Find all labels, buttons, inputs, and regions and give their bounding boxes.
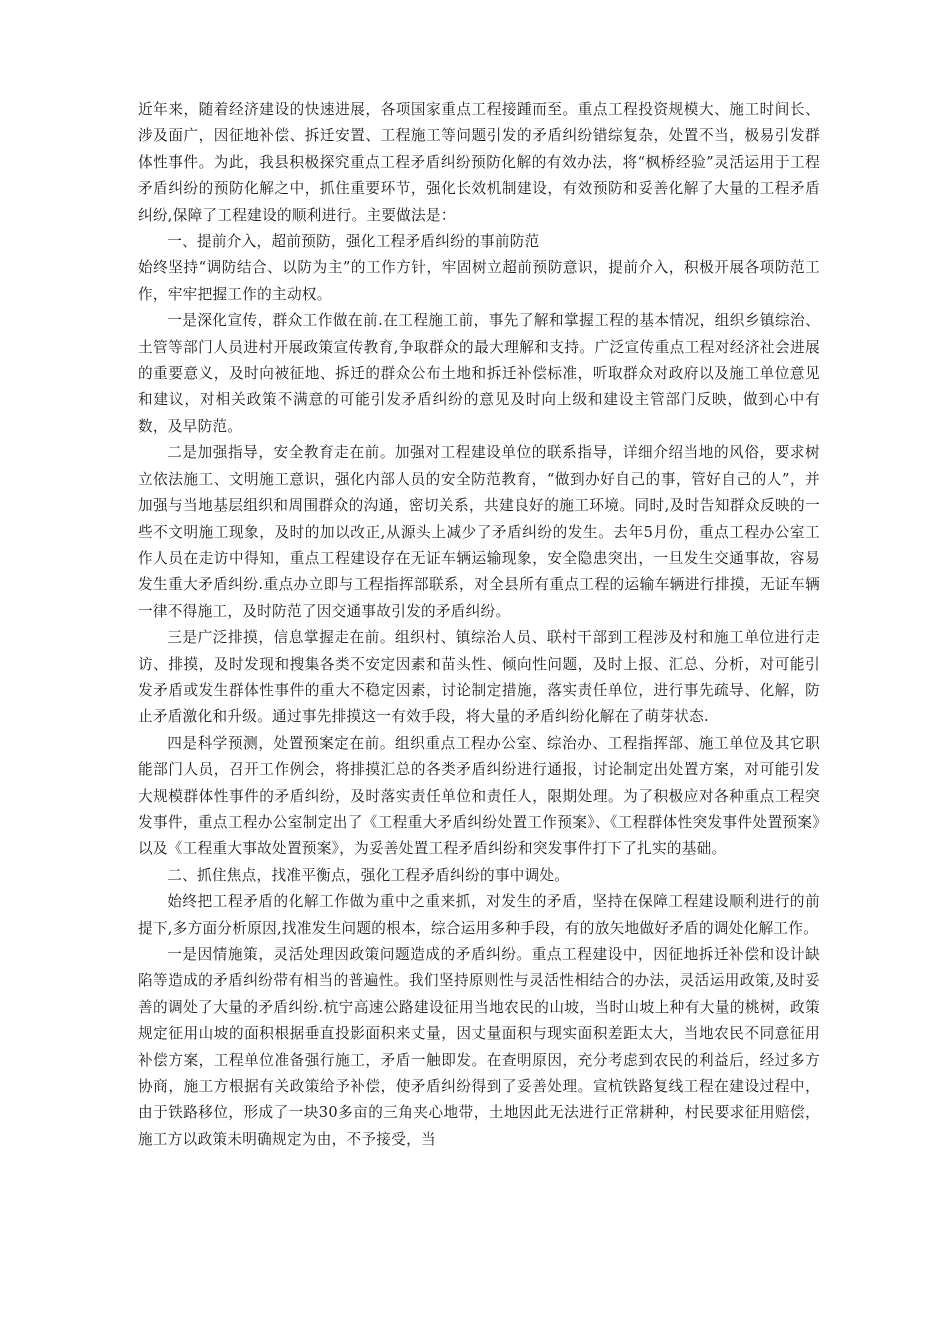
intro-paragraph: 近年来，随着经济建设的快速进展，各项国家重点工程接踵而至。重点工程投资规模大、施工时间长、涉及面广，因征地补偿、拆迁安置、工程施工等问题引发的矛盾纠纷错综复杂，处置不当，极易引发群体性事件。为此，我县积极探究重点工程矛盾纠纷预防化解的有效办法，将“枫桥经验”灵活运用于工程矛盾纠纷的预防化解之中，抓住重要环节，强化长效机制建设，有效预防和妥善化解了大量的工程矛盾纠纷,保障了工程建设的顺利进行。主要做法是： (138, 101, 820, 224)
section-heading-1: 一、提前介入，超前预防，强化工程矛盾纠纷的事前防范 (167, 233, 540, 251)
section-2-item-1: 一是因情施策，灵活处理因政策问题造成的矛盾纠纷。重点工程建设中，因征地拆迁补偿和设计缺陷等造成的矛盾纠纷带有相当的普遍性。我们坚持原则性与灵活性相结合的办法，灵活运用政策,及时妥善的调处了大量的矛盾纠纷.杭宁高速公路建设征用当地农民的山坡，当时山坡上种有大量的桃树，政策规定征用山坡的面积根据垂直投影面积来丈量，因丈量面积与现实面积差距太大，当地农民不同意征用补偿方案，工程单位准备强行施工，矛盾一触即发。在查明原因，充分考虑到农民的利益后，经过多方协商，施工方根据有关政策给予补偿，使矛盾纠纷得到了妥善处理。宣杭铁路复线工程在建设过程中，由于铁路移位，形成了一块30多亩的三角夹心地带，土地因此无法进行正常耕种，村民要求征用赔偿，施工方以政策未明确规定为由，不予接受，当 (138, 946, 820, 1148)
section-1-item-3: 三是广泛排摸，信息掌握走在前。组织村、镇综治人员、联村干部到工程涉及村和施工单位进行走访、排摸，及时发现和搜集各类不安定因素和苗头性、倾向性问题，及时上报、汇总、分析，对可能引发矛盾或发生群体性事件的重大不稳定因素，讨论制定措施，落实责任单位，进行事先疏导、化解，防止矛盾激化和升级。通过事先排摸这一有效手段，将大量的矛盾纠纷化解在了萌芽状态. (138, 629, 820, 726)
section-1-item-1: 一是深化宣传，群众工作做在前.在工程施工前，事先了解和掌握工程的基本情况，组织乡镇综治、土管等部门人员进村开展政策宣传教育,争取群众的最大理解和支持。广泛宣传重点工程对经济社会进展的重要意义，及时向被征地、拆迁的群众公布土地和拆迁补偿标准，听取群众对政府以及施工单位意见和建议，对相关政策不满意的可能引发矛盾纠纷的意见及时向上级和建设主管部门反映，做到心中有数，及早防范。 (138, 312, 820, 435)
document-body (138, 97, 820, 1153)
section-2-summary: 始终把工程矛盾的化解工作做为重中之重来抓，对发生的矛盾，坚持在保障工程建设顺利进行的前提下,多方面分析原因,找准发生问题的根本，综合运用多种手段，有的放矢地做好矛盾的调处化解工作。 (138, 893, 820, 937)
section-1-item-2: 二是加强指导，安全教育走在前。加强对工程建设单位的联系指导，详细介绍当地的风俗，要求树立依法施工、文明施工意识，强化内部人员的安全防范教育，“做到办好自己的事，管好自己的人”，并加强与当地基层组织和周围群众的沟通，密切关系，共建良好的施工环境。同时,及时告知群众反映的一些不文明施工现象，及时的加以改正,从源头上减少了矛盾纠纷的发生。去年5月份，重点工程办公室工作人员在走访中得知，重点工程建设存在无证车辆运输现象，安全隐患突出，一旦发生交通事故，容易发生重大矛盾纠纷.重点办立即与工程指挥部联系，对全县所有重点工程的运输车辆进行排摸，无证车辆一律不得施工，及时防范了因交通事故引发的矛盾纠纷。 (138, 444, 820, 620)
section-1-summary: 始终坚持“调防结合、以防为主”的工作方针，牢固树立超前预防意识，提前介入，积极开展各项防范工作，牢牢把握工作的主动权。 (138, 259, 820, 303)
section-heading-2: 二、抓住焦点，找准平衡点，强化工程矛盾纠纷的事中调处。 (167, 866, 570, 884)
section-1-item-4: 四是科学预测，处置预案定在前。组织重点工程办公室、综治办、工程指挥部、施工单位及其它职能部门人员，召开工作例会，将排摸汇总的各类矛盾纠纷进行通报，讨论制定出处置方案，对可能引发大规模群体性事件的矛盾纠纷，及时落实责任单位和责任人，限期处理。为了积极应对各种重点工程突发事件，重点工程办公室制定出了《工程重大矛盾纠纷处置工作预案》、《工程群体性突发事件处置预案》以及《工程重大事故处置预案》，为妥善处置工程矛盾纠纷和突发事件打下了扎实的基础。 (138, 734, 820, 858)
